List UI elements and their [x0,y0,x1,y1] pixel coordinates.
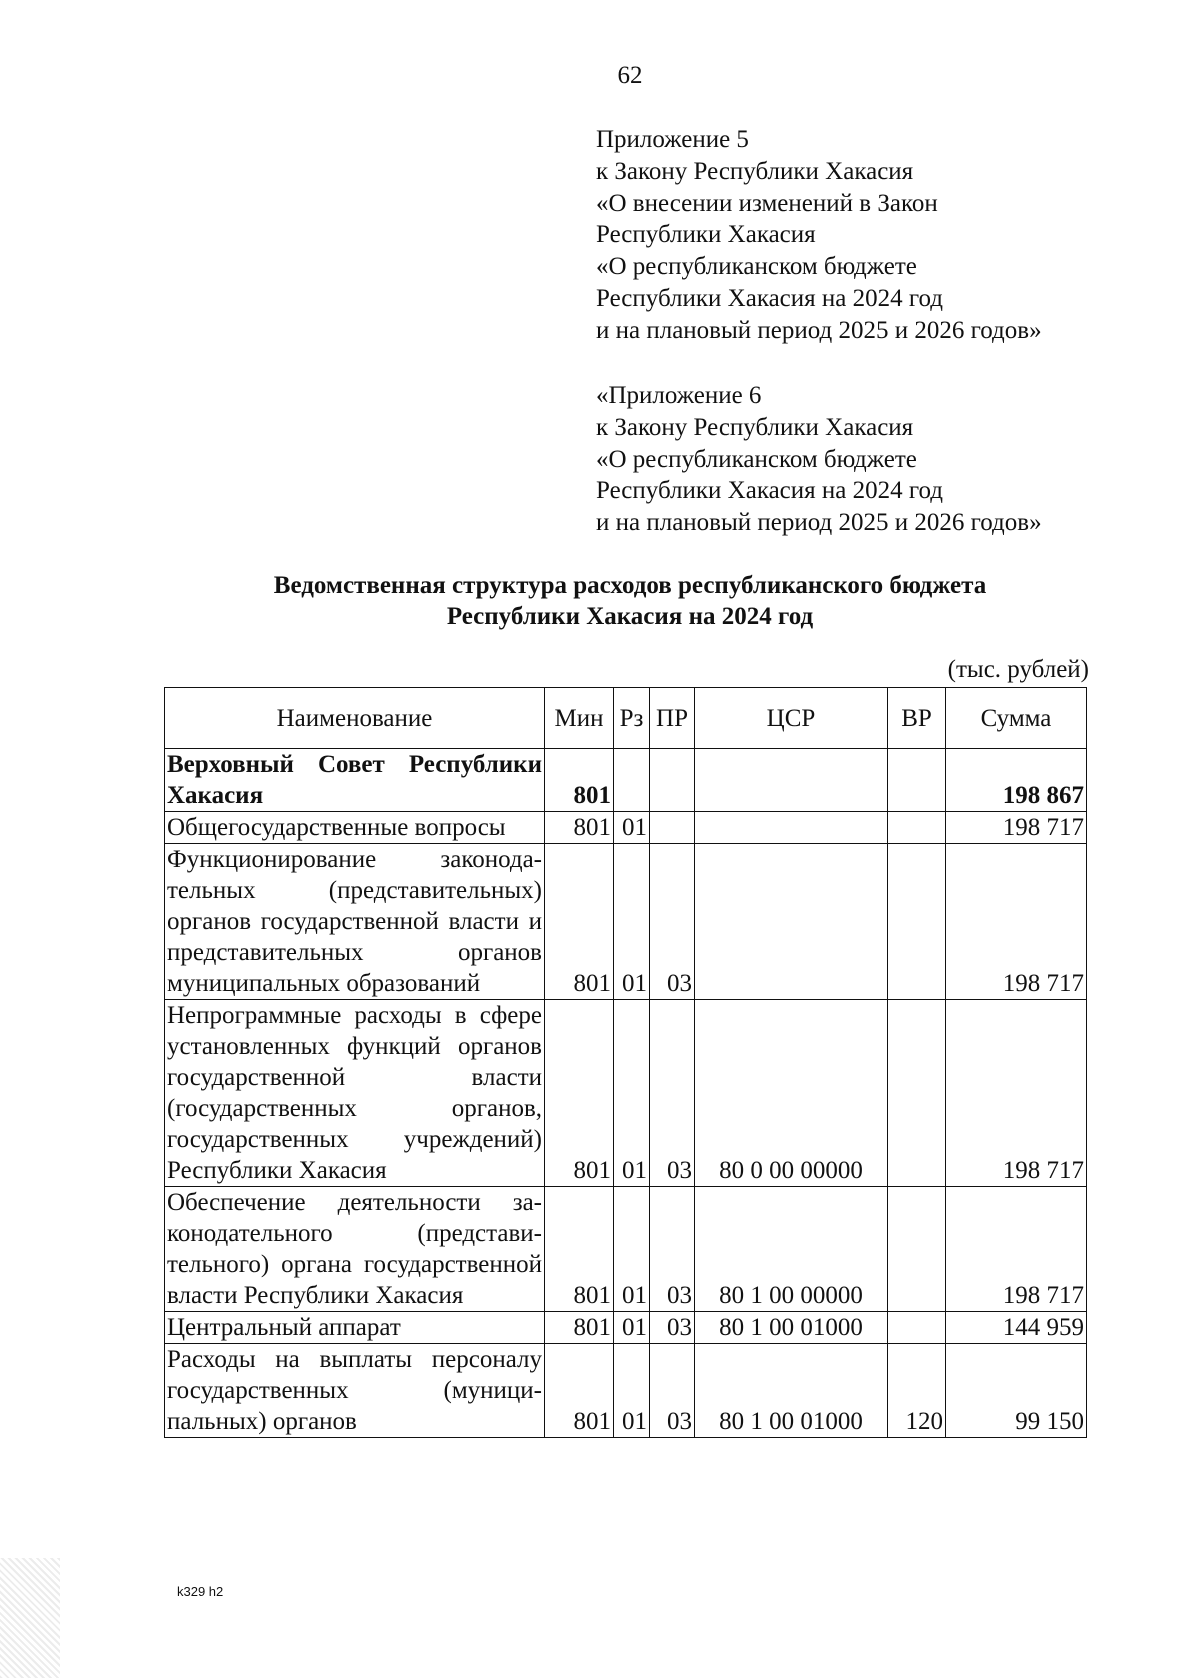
cell-rz: 01 [614,1187,650,1312]
cell-sum: 198 717 [946,1000,1087,1187]
cell-sum: 99 150 [946,1344,1087,1438]
appendix-5-line: Республики Хакасия [596,221,816,249]
cell-name: Общегосударственные вопросы [165,812,545,844]
cell-pr [650,749,695,812]
cell-rz: 01 [614,1344,650,1438]
table-header-row [165,688,1087,749]
cell-min: 801 [545,749,614,812]
appendix-6-line: и на плановый период 2025 и 2026 годов» [596,509,1042,537]
cell-name: Непрограммные расходы в сфере установленных функций органов государственной власти (государственных органов, государственных учреждений) Республики Хакасия [165,1000,545,1187]
cell-min: 801 [545,812,614,844]
appendix-6-line: «О республиканском бюджете [596,445,917,473]
cell-rz: 01 [614,844,650,1000]
cell-sum: 198 717 [946,1187,1087,1312]
cell-rz: 01 [614,1000,650,1187]
table-row [165,812,1087,844]
cell-vr [888,1312,946,1344]
cell-pr: 03 [650,1187,695,1312]
cell-pr: 03 [650,1000,695,1187]
cell-name: Функционирование законодательных (представительных) органов государственной власти и представительных органов муниципальных образований [165,844,545,1000]
cell-pr: 03 [650,844,695,1000]
cell-vr [888,1000,946,1187]
cell-vr [888,1187,946,1312]
appendix-6-line: к Закону Республики Хакасия [596,413,914,441]
footer-code: k329 h2 [177,1584,224,1599]
cell-rz: 01 [614,812,650,844]
appendix-5-line: «О республиканском бюджете [596,253,917,281]
cell-name: Расходы на выплаты персоналу государственных (муниципальных) органов [165,1344,545,1438]
header-vr: ВР [888,688,946,749]
appendix-5-block [596,124,1042,347]
appendix-6-line: Республики Хакасия на 2024 год [596,477,944,505]
table-row [165,1000,1087,1187]
table-row [165,844,1087,1000]
cell-name: Обеспечение деятельности законодательного (представительного) органа государственной власти Республики Хакасия [165,1187,545,1312]
cell-name: Центральный аппарат [165,1312,545,1344]
cell-sum: 198 717 [946,844,1087,1000]
cell-pr: 03 [650,1344,695,1438]
appendix-5-line: Приложение 5 [596,126,749,153]
cell-pr [650,812,695,844]
table-row [165,749,1087,812]
appendix-6-block [596,380,1042,539]
cell-min: 801 [545,1000,614,1187]
cell-rz [614,749,650,812]
table-row [165,1344,1087,1438]
document-title-line: Республики Хакасия на 2024 год [446,603,814,630]
cell-min: 801 [545,1344,614,1438]
document-title-line: Ведомственная структура расходов республиканского бюджета [273,572,987,599]
header-rz: Рз [614,688,650,749]
appendix-5-line: Республики Хакасия на 2024 год [596,284,944,312]
header-csr: ЦСР [695,688,888,749]
header-name: Наименование [165,688,545,749]
cell-csr: 80 1 00 00000 [695,1187,888,1312]
header-min: Мин [545,688,614,749]
table-row [165,1187,1087,1312]
cell-pr: 03 [650,1312,695,1344]
cell-rz: 01 [614,1312,650,1344]
cell-vr [888,812,946,844]
cell-sum: 144 959 [946,1312,1087,1344]
cell-sum: 198 867 [946,749,1087,812]
budget-table [164,687,1087,1438]
appendix-6-line: «Приложение 6 [596,382,762,409]
appendix-5-line: к Закону Республики Хакасия [596,157,914,185]
cell-csr: 80 0 00 00000 [695,1000,888,1187]
page-number: 62 [617,62,643,89]
cell-min: 801 [545,1312,614,1344]
cell-vr [888,749,946,812]
cell-csr [695,844,888,1000]
scan-artifact [0,1558,60,1678]
cell-csr [695,812,888,844]
cell-csr [695,749,888,812]
units-label: (тыс. рублей) [947,656,1089,683]
cell-csr: 80 1 00 01000 [695,1344,888,1438]
cell-sum: 198 717 [946,812,1087,844]
appendix-5-line: и на плановый период 2025 и 2026 годов» [596,316,1042,344]
cell-vr: 120 [888,1344,946,1438]
cell-vr [888,844,946,1000]
cell-min: 801 [545,1187,614,1312]
cell-csr: 80 1 00 01000 [695,1312,888,1344]
header-pr: ПР [650,688,695,749]
cell-min: 801 [545,844,614,1000]
table-row [165,1312,1087,1344]
appendix-5-line: «О внесении изменений в Закон [596,189,938,217]
cell-name: Верховный Совет Республики Хакасия [165,749,545,812]
header-sum: Сумма [946,688,1087,749]
document-title [0,570,1200,632]
